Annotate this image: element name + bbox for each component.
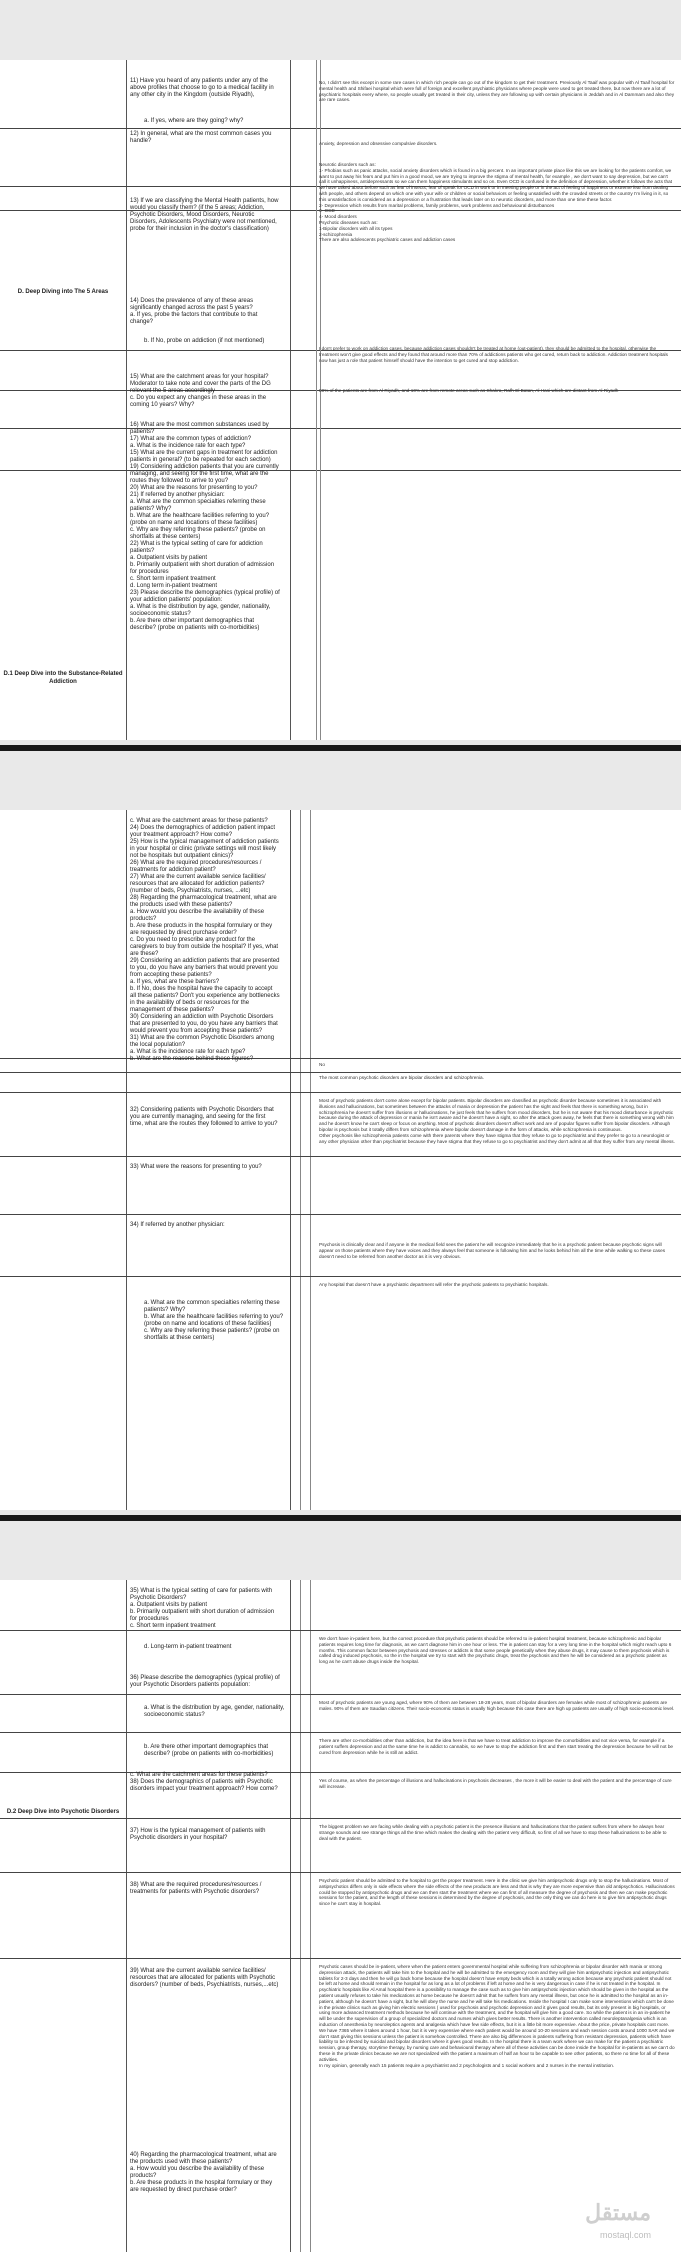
answer-text: There are other co-morbidities other than addiction, but the idea here is that we have to treat addiction to improve the comorbidities and not vice versa, for example if a patient suffers depression and at the same time he is addict to cannabis, so we have to stop the addiction first and then start treating the depression because he will not be cured from depression while he is still an addict. — [319, 1738, 675, 1755]
question-text: 12) In general, what are the most common cases you handle? — [130, 131, 274, 144]
watermark-site: mostaql.com — [599, 2230, 651, 2240]
answer-text: Psychotic patient should be admitted to the hospital to get the proper treatment. Here in the clinic we give him antipsychotic drugs only to stop the hallucinations. Most of antipsychotics differs only in side effects where the side effects of the new products are less and that is why they are more expensive than old antipsychotics. Hallucinations could be stopped by antipsychotic drugs and we can then start the treatment where we can first of all measure the degree of psychosis and then we can make psychotic sessions for the patient, and the length of these sessions is determined by the degree of psychosis, and the only thing we can do here is to give him antipsychotic drugs since he can't stay in hospital. — [319, 1878, 676, 1907]
question-text: 16) What are the most common substances used by patients? 17) What are the common types of addiction? a. What is the incidence rate for each type? 15) What are the current gaps in treatment for addiction patients in general? (to be repeated for each section) 19) Considering addiction patients that you are currently managing, and seeing for the first time, what are the routes they followed to arrive to you? 20) What are the reasons for presenting to you? 21) If referred by another physician: a. What are the common specialties referring these patients? Why? b. What are the healthcare facilities referring to you? (probe on name and locations of these facilities) c. Why are they referring these patients? (probe on shortfalls at these centers) 22) What is the typical setting of care for addiction patients? a. Outpatient visits by patient b. Primarily outpatient with short duration of admission for procedures c. Short term inpatient treatment d. Long term in-patient treatment 23) Please describe the demographics (typical profile) of your addiction patients' population: a. What is the distribution by age, gender, nationality, socioeconomic status? b. Are there other important demographics that describe? (probe on patients with co-morbidities) — [130, 422, 280, 631]
answer-text: Most of psychotic patients are young aged, where 90% of them are between 18-28 years, most of bipolar disorders are females while most of schizophrenic patients are males. 90% of them are Saudian citizens. Their socio-economic status is usually high because this case there are high up patients are usually of high socio-economic level. — [319, 1700, 675, 1711]
section-label-substance-addiction: D.1 Deep Dive into the Substance-Related Addiction — [3, 671, 123, 685]
question-text: b. If No, probe on addiction (if not mentioned) — [144, 338, 265, 344]
question-text: 32) Considering patients with Psychotic Disorders that you are currently managing, and seeing for the first time, what are the routes they followed to arrive to you? — [130, 1107, 278, 1127]
document-page-1 — [0, 60, 681, 740]
watermark-logo: مستقل — [585, 2200, 651, 2225]
answer-text: Any hospital that doesn't have a psychiatric department will refer the psychotic patients to psychiatric hospitals. — [319, 1282, 549, 1287]
answer-text: Psychotic cases should be in-patient, where when the patient enters governmental hospital while suffering from schizophrenia or bipolar disorder with mania or strong depression attack, the patients will take him to the hospital and he will be admitted to the emergency room and they will give him antipsychotic injection and antipsychotic tablets for 2-3 days and then he will go back home because the hospital doesn't have empty beds which is a totally wrong action because any psychotic patient should not be left at home and should remain in the hospital for as long as a lot of problems if left at home and he is very dangerous in case if he is not treated in the hospital. In psychiatric hospitals like Al Amal hospital there is a possibility to manage the case such as to give him antipsychotic injection which should be given in the hospital as the patient usually refuses to take his medications at home because he doesn't admit that he suffers from any mental illness, but once he is admitted to the hospital as an in-patient, although he doesn't have a sight, but he will obey the nurse and he will take his medications. Inside the hospital I can make some interventions which can't be done in the private clinics such as giving him electric sessions ( used for psychosis and psychotic depression and it gives good results, but its only present in big hospitals, or using more advanced treatment methods because he will continue with the treatment, and the hospital will give him a good care. So while the patient is in an in-patient he will be under the supervision of a group of specialized doctors and nurses which gives better results. There is another intervention called neuroleptanalgesia which is an induction of anesthesia by neuroleptics agents and analgesia which have few side effects, but it is a little bit more expensive. About the price, private hospitals cost more. We have 7365 where it takes around 1 hour, but it is very expensive where each patient would be around 10-20 sessions and each session costs around 1000 SAR and we don't start giving this sessions unless the patient is somehow controlled. There are also big differences in patients suffering from resistant depression, patients which have liability to be infected by suicidal and bipolar disorders where it gives good results. In the hospital there is a team work where we can make for the patient a psychiatric session, group therapy, storytime therapy, by nursing care and behavioural therapy where all of these activities can be done inside the hospital for in-patients as we can't do these in the private clinics because we are not specialized with the patient a maximum of half an hour to be capable to see other patients, so there no time for all of these activities. In my opinion, generally each 15 patients require a psychiatrist and 2 psychologists and 1 social workers and 2 nurses in the mental institution. — [319, 1964, 675, 2068]
answer-text: The most common psychotic disorders are bipolar disorders and schizophrenia. — [319, 1075, 484, 1080]
answer-text: Anxiety, depression and obsessive compulsive disorders. — [319, 141, 438, 146]
question-text: 36) Please describe the demographics (typical profile) of your Psychotic Disorders patients population: — [130, 1675, 282, 1688]
question-text: 38) What are the required procedures/resources / treatments for patients with Psychotic disorders? — [130, 1882, 264, 1895]
question-text: a. What are the common specialties referring these patients? Why? b. What are the healthcare facilities referring to you? (probe on name and locations of these facilities) c. Why are they referring these patients? (probe on shortfalls at these centers) — [144, 1300, 284, 1341]
section-column-divider — [126, 60, 127, 740]
question-text: 40) Regarding the pharmacological treatment, what are the products used with these patients? a. How would you describe the availability of these products? b. Are these products in the hospital formulary or they are requested by direct purchase order? — [130, 2152, 277, 2193]
question-text: b. Are there other important demographics that describe? (probe on patients with co-morbidities) — [144, 1744, 274, 1757]
answer-text: Yes of course, as when the percentage of illusions and hallucinations in psychosis decreases , the more it will be easier to deal with the patient and the percentage of cure will increase. — [319, 1778, 673, 1789]
answer-text: The biggest problem we are facing while dealing with a psychotic patient is the presence illusions and hallucinations that the patient suffers from where he always hear strange sounds and see strange things all the time which makes the dealing with the patient very difficult, so first of all we have to stop these hallucinations to be able to deal with the patient. — [319, 1824, 668, 1841]
answer-text: No, I didn't see this except in some rare cases in which rich people can go out of the kingdom to get their treatment. Previously Al Taaif was popular with Al Taaif hospital for mental health and Shifaei hospital which were full of foreign and excellent psychiatric physicians where people were used to get treated there, but now there are a lot of psychiatric hospitals every where, so people usually get treated in their city, unless they are following up with certain physicians in Jeddah and in Al Dammam and also they are rare cases. — [319, 80, 676, 103]
question-text: d. Long-term in-patient treatment — [144, 1644, 232, 1650]
question-text: 13) If we are classifying the Mental Health patients, how would you classify them? (if the 5 areas; Addiction, Psychotic Disorders, Mood Disorders, Neurotic Disorders, Adolescents Psychiatry were not mentioned, probe for their inclusion in the doctor's classification) — [130, 198, 281, 232]
answer-text: Psychosis is clinically clear and if anyone in the medical field sees the patient he will recognize immediately that he is a psychotic patient because psychotic signs will appear on those patients where they have voices and they always feel that someone is following him and he looks behind him all the time while walking so these cases doesn't need to be referred from another doctor as it is very obvious. — [319, 1242, 667, 1259]
question-text: c. What are the catchment areas for these patients? 38) Does the demographics of patients with Psychotic disorders impact your treatment approach? How come? — [130, 1772, 278, 1792]
section-label-psychotic-disorders: D.2 Deep Dive into Psychotic Disorders — [6, 1809, 120, 1815]
page-separator — [0, 1515, 681, 1521]
question-text: 33) What were the reasons for presenting to you? — [130, 1164, 262, 1170]
answer-text: Neurotic disorders such as: 1- Phobias such as panic attacks, social anxiety disorders which is found in a big percent. In an important private place like this we are looking for the patients comfort, we want to put away his fears and put him in a good mood, we are trying to improve the stigma of mental health, for example , we don't want to say depression, but we can't call it unhappiness, antidepressants so we can them happiness stimulants and so on. Even OCD is confused in the definition of depression, whether it follows the acts that we have talked about before such as fear of insects, fear of speak for OCD in work or in meeting people or in the act of feeling of happiness or extreme fear from dealing with people, and others depend on which one with your wife or children or social behaviors or feeling unsatisfied with the crowded streets or the country I'm living in it, so this unsatisfaction is considered as a depression or a frustration that leads later on to neurotic disorders, and more than one time these factor. 2- Depression which results from marital problems, family problems, work problems and behavioural disturbances 3- OCD 4- Mood disorders Psychotic diseases such as: 1-Bipolar disorders with all its types 2-schizophrenia There are also adolescents psychiatric cases and addiction cases — [319, 162, 673, 243]
question-text: 11) Have you heard of any patients under any of the above profiles that choose to go to a medical facility in any other city in the Kingdom (outside Riyadh), — [130, 78, 276, 98]
question-text: 35) What is the typical setting of care for patients with Psychotic Disorders? a. Outpatient visits by patient b. Primarily outpatient with short duration of admission for procedures c. Short term inpatient treatment — [130, 1588, 275, 1629]
section-label-deep-diving: D. Deep Diving into The 5 Areas — [17, 289, 109, 295]
question-text: 37) How is the typical management of patients with Psychotic disorders in your hospital? — [130, 1828, 268, 1841]
answer-grid — [290, 810, 681, 1510]
question-text: a. What is the distribution by age, gender, nationality, socioeconomic status? — [144, 1705, 286, 1718]
question-text: 39) What are the current available service facilities/ resources that are allocated for patients with Psychotic disorders? (number of beds, Psychiatrists, nurses,...etc) — [130, 1968, 279, 1988]
question-text: c. What are the catchment areas for these patients? 24) Does the demographics of addiction patient impact your treatment approach? How come? 25) How is the typical management of addiction patients in your hospital or clinic (private settings will most likely not be hospitals but outpatient clinics)? 26) What are the required procedures/resources / treatments for addiction patient? 27) What are the current available service facilities/ resources that are allocated for addiction patients? (number of beds, Psychiatrists, nurses, ...etc) 28) Regarding the pharmacological treatment, what are the products used with these patients? a. How would you describe the availability of these products? b. Are these products in the hospital formulary or they are requested by direct purchase order? c. Do you need to prescribe any product for the caregivers to buy from outside the hospital? If yes, what are these? 29) Considering an addiction patients that are presented to you, do you have any barriers that would prevent you from accepting these patients? a. If yes, what are these barriers? b. If No, does the hospital have the capacity to accept all these patients? Don't you experience any bottlenecks in the availability of beds or resources for the management of these patients? 30) Considering an addiction with Psychotic Disorders that are presented to you, do you have any barriers that would prevent you from accepting these patients? 31) What are the common Psychotic Disorders among the local population? a. What is the incidence rate for each type? b. What are the reasons behind these figures? — [130, 818, 280, 1062]
answer-text: No — [319, 1062, 325, 1067]
answer-text: Most of psychotic patients don't come alone except for bipolar patients. Bipolar disorders are classified as psychotic disorder because sometimes it is associated with illusions and hallucinations, but sometimes between the attacks of mania or depression the patient has the sight and feels that there is something wrong, but in schizophrenia he doesn't suffer from illusions or hallucinations, he just feels that he suffers from mood disorders, but he is not aware that his mood disturbance is psychotic because during the attack of depression or mania he isn't aware and he doesn't have a sight, so after the attack goes away, he feels that there is something wrong with him and he doesn't know he can't sleep or focus on anything. Most of psychotic disorders doesn't affect work and are of popular figures suffer from bipolar disorders. Although bipolar is psychosis but it totally differs from schizophrenia where bipolar doesn't damage in the form of attacks, while schizophrenia is continuous. Other psychosis like schizophrenia patients come with there parents where they have stigma that they refuse to go to psychiatrist and they prefer to go to a neurologist or any other physician other than psychiatrist because they have stigma that they refuse to go to psychiatrist and they don't admit at all that they suffer from any mental illness. — [319, 1098, 675, 1144]
question-text: 34) If referred by another physician: — [130, 1222, 225, 1228]
page-separator — [0, 745, 681, 751]
answer-text: 80% of the patients are from Al Riyadh, and 10% are from remote areas such as Shakra, Rafh El Batan, Al Hasi which are distant from Al Riyadh — [319, 388, 619, 393]
answer-text: We don't have in-patient here, but the correct procedure that psychotic patients should be referred to in-patient hospital treatment, because schizophrenic and bipolar patients requires long time for diagnosis, as we can't diagnose him in one hour or less. The in patient can stay for a very long time in the hospital which might reach upto 6 months. This common factor between psychosis and stresses or addicts is that some people genetically when they abuse drugs, it may cause to them psychosis which is called drug induced psychosis, so the in the hospital we try to start with the psychotic drugs, treat the psychosis and then he will be considered as a psychotic patient as long as he can't abuse drugs inside the hospital. — [319, 1636, 673, 1665]
document-page-2 — [0, 810, 681, 1510]
document-page-3 — [0, 1580, 681, 2252]
answer-text: I don't prefer to work on addiction cases, because addiction cases shouldn't be treated at home (out-patient), they should be admitted to the hospital, otherwise the treatment won't give good effects and they found that around more than 70% of addictions patients who get cured, return back to addiction. Addiction treatment hospitals now has just a role that patient himself should have the intention to get cured and stop addiction. — [319, 346, 670, 363]
question-text: 15) What are the catchment areas for your hospital? Moderator to take note and cover the parts of the DG relevant the 5 areas accordingly c. Do you expect any changes in these areas in the coming 10 years? Why? — [130, 374, 271, 408]
question-text: a. If yes, where are they going? why? — [144, 118, 244, 124]
question-text: 14) Does the prevalence of any of these areas significantly changed across the past 5 years? a. If yes, probe the factors that contribute to that change? — [130, 298, 258, 325]
